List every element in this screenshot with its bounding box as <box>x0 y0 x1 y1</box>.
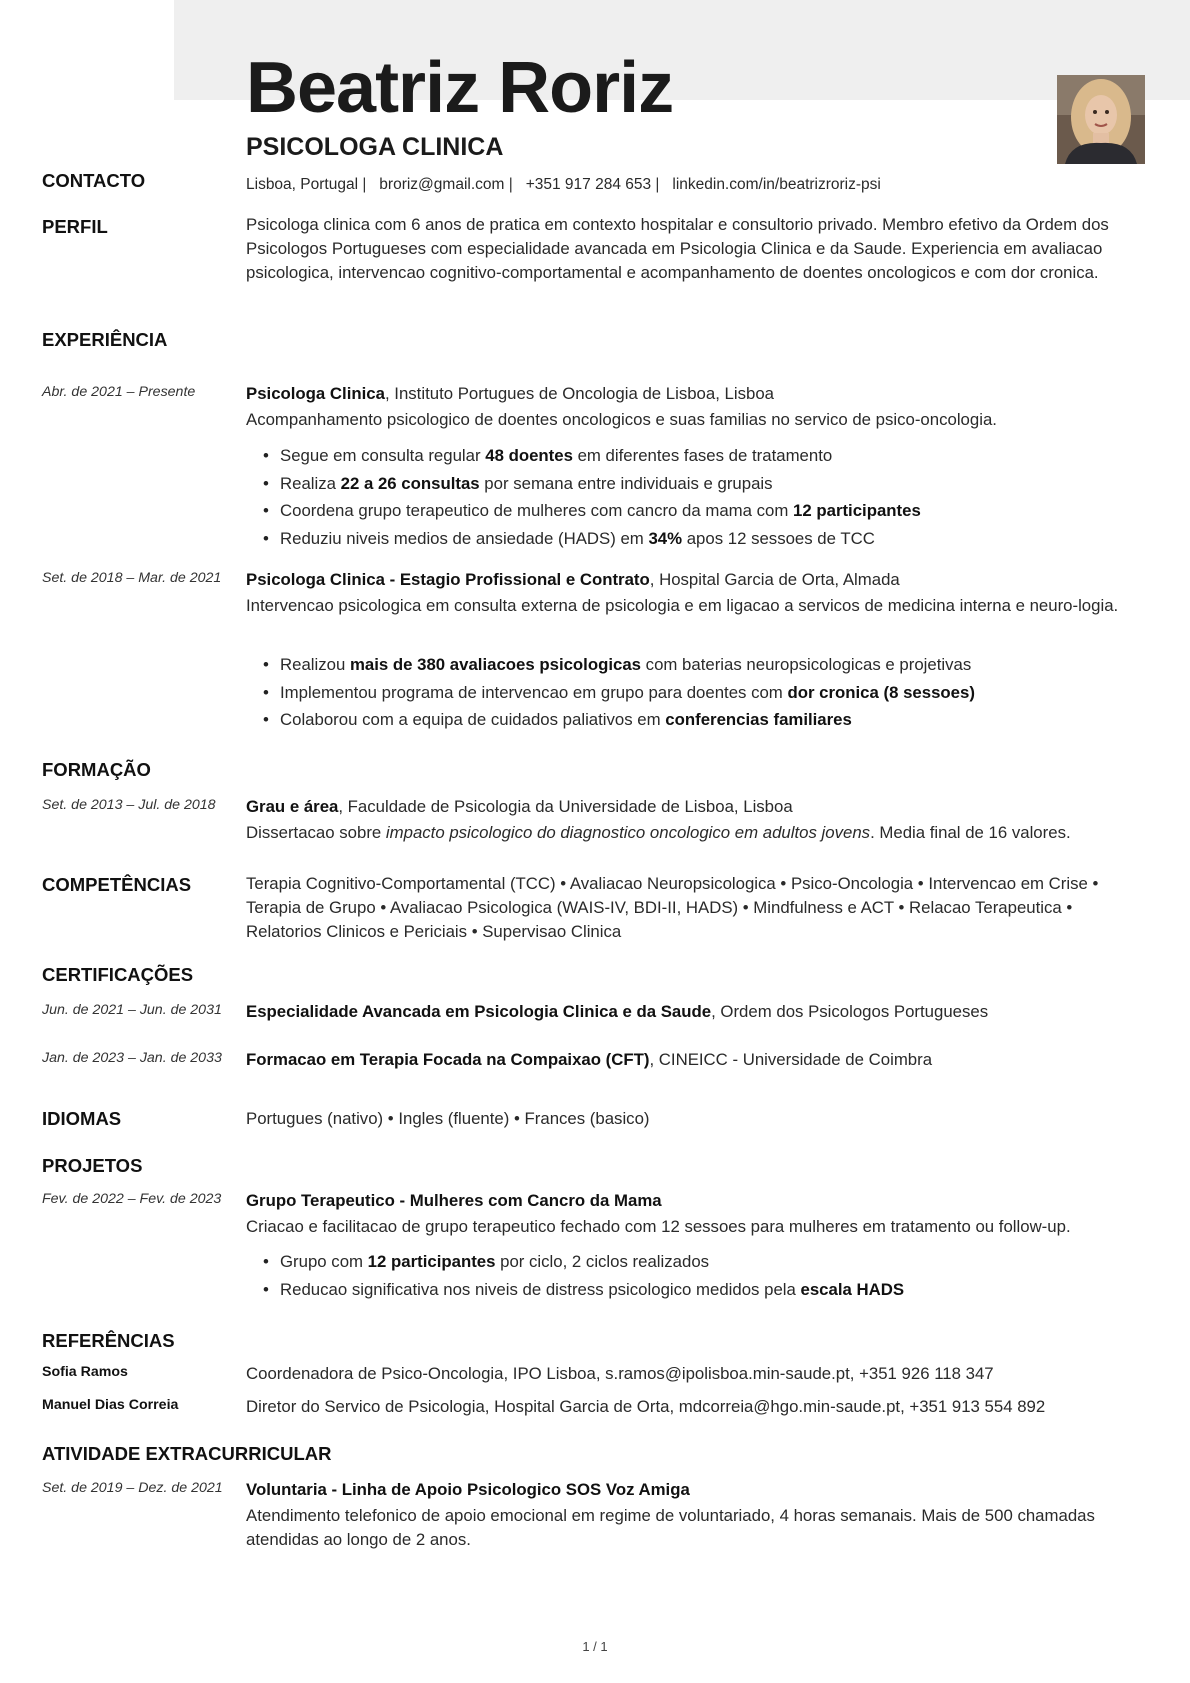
skills-list: Terapia Cognitivo-Comportamental (TCC) • Avaliacao Neuropsicologica • Psico-Oncologia • Intervencao em Crise • Terapia de Grupo • Avaliacao Psicologica (WAIS-IV, BDI-II, HADS) • Mindfulness e ACT • Relacao Terapeutica • Relatorios Clinicos e Periciais • Supervisao Clinica <box>246 874 1099 941</box>
job-org: , Hospital Garcia de Orta, Almada <box>649 570 900 589</box>
certification-date: Jan. de 2023 – Jan. de 2033 <box>42 1050 222 1066</box>
list-item: • Implementou programa de intervencao em grupo para doentes com dor cronica (8 sessoes) <box>246 681 1150 709</box>
activity-date: Set. de 2019 – Dez. de 2021 <box>42 1480 223 1496</box>
reference-details: Coordenadora de Psico-Oncologia, IPO Lisboa, s.ramos@ipolisboa.min-saude.pt, +351 926 118 347 <box>246 1364 994 1383</box>
certification-item: Formacao em Terapia Focada na Compaixao (CFT), CINEICC - Universidade de Coimbra <box>246 1050 933 1069</box>
section-label-certificacoes: CERTIFICAÇÕES <box>42 964 194 985</box>
job-date: Abr. de 2021 – Presente <box>42 384 196 400</box>
certification-item: Especialidade Avancada em Psicologia Clinica e da Saude, Ordem dos Psicologos Portugueses <box>246 1002 989 1021</box>
job-role: Psicologa Clinica <box>246 384 385 403</box>
profile-summary: Psicologa clinica com 6 anos de pratica em contexto hospitalar e consultorio privado. Membro efetivo da Ordem dos Psicologos Portugueses com especialidade avancada em Psicologia Clinica e da Saude. Experiencia em avaliacao psicologica, intervencao cognitivo-comportamental e acompanhamento de doentes oncologicos e com dor cronica. <box>246 215 1109 282</box>
contact-separator: | <box>362 176 367 193</box>
project-bullets <box>246 1250 1150 1305</box>
profile-photo <box>1057 75 1145 164</box>
list-item: • Segue em consulta regular 48 doentes em diferentes fases de tratamento <box>246 444 1150 472</box>
project-date: Fev. de 2022 – Fev. de 2023 <box>42 1191 222 1207</box>
section-label-idiomas: IDIOMAS <box>42 1108 122 1129</box>
job-role: Psicologa Clinica - Estagio Profissional e Contrato <box>246 570 650 589</box>
page-number: 1 / 1 <box>582 1639 608 1654</box>
list-item: • Realiza 22 a 26 consultas por semana entre individuais e grupais <box>246 472 1150 500</box>
section-label-formacao: FORMAÇÃO <box>42 759 151 780</box>
list-item: • Grupo com 12 participantes por ciclo, 2 ciclos realizados <box>246 1250 1150 1278</box>
job-bullets <box>246 444 1150 554</box>
job-description: Acompanhamento psicologico de doentes oncologicos e suas familias no servico de psico-oncologia. <box>246 410 997 429</box>
contact-email[interactable]: broriz@gmail.com <box>379 176 505 193</box>
list-item: • Realizou mais de 380 avaliacoes psicologicas com baterias neuropsicologicas e projetivas <box>246 653 1150 681</box>
reference-details: Diretor do Servico de Psicologia, Hospital Garcia de Orta, mdcorreia@hgo.min-saude.pt, +351 913 554 892 <box>246 1397 1046 1416</box>
section-label-contacto: CONTACTO <box>42 170 146 191</box>
project-description: Criacao e facilitacao de grupo terapeutico fechado com 12 sessoes para mulheres em tratamento ou follow-up. <box>246 1217 1071 1236</box>
job-org: , Instituto Portugues de Oncologia de Lisboa, Lisboa <box>384 384 774 403</box>
contact-separator: | <box>655 176 660 193</box>
section-label-experiencia: EXPERIÊNCIA <box>42 329 168 350</box>
section-label-atividade: ATIVIDADE EXTRACURRICULAR <box>42 1443 332 1464</box>
section-label-perfil: PERFIL <box>42 216 108 237</box>
languages-list: Portugues (nativo) • Ingles (fluente) • Frances (basico) <box>246 1109 650 1128</box>
contact-linkedin[interactable]: linkedin.com/in/beatrizroriz-psi <box>672 176 881 193</box>
education-school: , Faculdade de Psicologia da Universidade de Lisboa, Lisboa <box>338 797 793 816</box>
job-heading <box>246 568 1150 592</box>
candidate-name: Beatriz Roriz <box>246 48 674 128</box>
education-heading <box>246 795 1150 819</box>
job-bullets <box>246 653 1150 736</box>
list-item: • Reducao significativa nos niveis de distress psicologico medidos pela escala HADS <box>246 1278 1150 1306</box>
activity-title: Voluntaria - Linha de Apoio Psicologico SOS Voz Amiga <box>246 1480 690 1499</box>
education-date: Set. de 2013 – Jul. de 2018 <box>42 797 216 813</box>
section-label-referencias: REFERÊNCIAS <box>42 1330 175 1351</box>
education-description: Dissertacao sobre impacto psicologico do diagnostico oncologico em adultos jovens. Media final de 16 valores. <box>246 823 1071 842</box>
job-description: Intervencao psicologica em consulta externa de psicologia e em ligacao a servicos de medicina interna e neuro-logia. <box>246 596 1119 615</box>
section-label-projetos: PROJETOS <box>42 1155 143 1176</box>
job-date: Set. de 2018 – Mar. de 2021 <box>42 570 222 586</box>
reference-name: Manuel Dias Correia <box>42 1397 179 1413</box>
list-item: • Colaborou com a equipa de cuidados paliativos em conferencias familiares <box>246 708 1150 736</box>
certification-date: Jun. de 2021 – Jun. de 2031 <box>42 1002 222 1018</box>
list-item: • Reduziu niveis medios de ansiedade (HADS) em 34% apos 12 sessoes de TCC <box>246 527 1150 555</box>
education-degree: Grau e área <box>246 797 339 816</box>
reference-name: Sofia Ramos <box>42 1364 128 1380</box>
list-item: • Coordena grupo terapeutico de mulheres com cancro da mama com 12 participantes <box>246 499 1150 527</box>
project-title: Grupo Terapeutico - Mulheres com Cancro da Mama <box>246 1191 662 1210</box>
contact-separator: | <box>508 176 513 193</box>
candidate-title: PSICOLOGA CLINICA <box>246 133 504 161</box>
section-label-competencias: COMPETÊNCIAS <box>42 874 192 895</box>
contact-phone[interactable]: +351 917 284 653 <box>525 176 652 193</box>
contact-line <box>246 173 1150 197</box>
activity-description: Atendimento telefonico de apoio emocional em regime de voluntariado, 4 horas semanais. Mais de 500 chamadas atendidas ao longo de 2 anos. <box>246 1506 1095 1549</box>
contact-location: Lisboa, Portugal <box>246 176 359 193</box>
job-heading <box>246 382 1150 406</box>
